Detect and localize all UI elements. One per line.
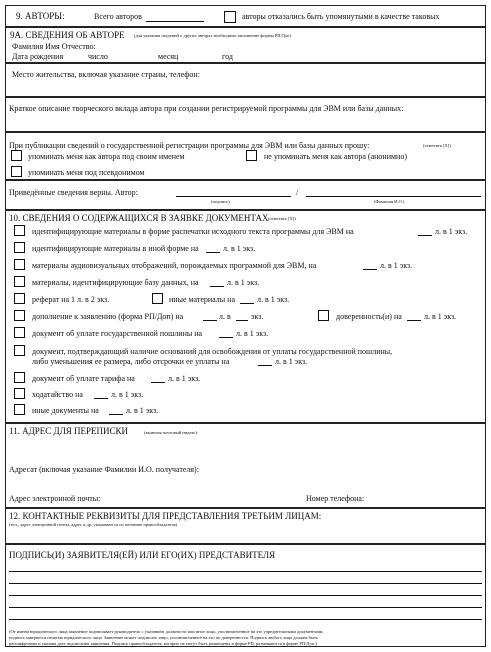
fee-exemption-suffix: л. в 1 экз. — [275, 357, 308, 366]
signature-line-1[interactable] — [9, 571, 482, 572]
author-verification-row — [5, 180, 486, 210]
essay-checkbox[interactable] — [14, 293, 25, 304]
other-materials-pages[interactable] — [240, 303, 254, 304]
residence-row — [5, 63, 486, 97]
birth-month-label: месяц — [158, 52, 179, 61]
petition-pages[interactable] — [94, 398, 108, 399]
pseudonym-checkbox[interactable] — [11, 166, 22, 177]
section-9a-title: 9А. СВЕДЕНИЯ ОБ АВТОРЕ — [10, 30, 125, 40]
other-docs-suffix: л. в 1 экз. — [126, 406, 159, 415]
state-fee-label: документ об уплате государственной пошлины на — [32, 329, 203, 338]
publication-note: (отметить [X]) — [423, 143, 451, 148]
signature-line-4[interactable] — [9, 607, 482, 608]
other-docs-label: иные документы на — [32, 406, 99, 415]
own-name-label: упоминать меня как автора под своим именем — [28, 152, 185, 161]
other-docs-pages[interactable] — [109, 414, 123, 415]
signature-line-3[interactable] — [9, 595, 482, 596]
fee-exemption-pages[interactable] — [258, 365, 272, 366]
publication-label: При публикации сведений о государственной регистрации программы для ЭВМ или базы данных прошу: — [9, 141, 370, 150]
petition-label: ходатайство на — [32, 390, 83, 399]
section-11-title: 11. АДРЕС ДЛЯ ПЕРЕПИСКИ — [9, 426, 129, 436]
doc-other-form-checkbox[interactable] — [14, 242, 25, 253]
section-9a-note: (для указания сведений о других авторах необходимо заполнение формы РП/Доп) — [134, 33, 291, 38]
anonymous-label: не упоминать меня как автора (анонимно) — [264, 152, 407, 161]
total-authors-field[interactable] — [146, 21, 204, 22]
petition-suffix: л. в 1 экз. — [111, 390, 144, 399]
signature-slash: / — [296, 188, 299, 197]
other-materials-checkbox[interactable] — [152, 293, 163, 304]
full-name-label: Фамилия Имя Отчество: — [12, 42, 96, 51]
author-name-field[interactable] — [306, 196, 481, 197]
doc-source-text-suffix: л. в 1 экз. — [435, 227, 468, 236]
doc-other-form-pages[interactable] — [206, 252, 220, 253]
power-of-attorney-checkbox[interactable] — [318, 310, 329, 321]
birth-day-label: число — [88, 52, 108, 61]
doc-other-form-label: идентифицирующие материалы в иной форме на — [32, 244, 199, 253]
essay-label: реферат на 1 л. в 2 экз. — [32, 295, 110, 304]
addition-copies[interactable] — [236, 320, 248, 321]
signature-caption: (подпись) — [211, 199, 230, 204]
doc-audiovisual-checkbox[interactable] — [14, 259, 25, 270]
section-10-title: 10. СВЕДЕНИЯ О СОДЕРЖАЩИХСЯ В ЗАЯВКЕ ДОКУМЕНТАХ — [9, 213, 269, 223]
contribution-row — [5, 97, 486, 132]
tariff-suffix: л. в 1 экз. — [168, 374, 201, 383]
section-10-documents — [5, 210, 486, 423]
addressee-label: Адресат (включая указание Фамилии И.О. получателя): — [9, 465, 199, 474]
own-name-checkbox[interactable] — [11, 150, 22, 161]
state-fee-pages[interactable] — [219, 337, 233, 338]
doc-database-checkbox[interactable] — [14, 276, 25, 287]
doc-audiovisual-label: материалы аудиовизуальных отображений, порождаемых программой для ЭВМ, на — [32, 261, 317, 270]
anonymous-checkbox[interactable] — [246, 150, 257, 161]
doc-database-label: материалы, идентифицирующие базу данных, на — [32, 278, 199, 287]
doc-source-text-pages[interactable] — [418, 235, 432, 236]
signature-line-5[interactable] — [9, 619, 482, 620]
doc-audiovisual-suffix: л. в 1 экз. — [380, 261, 413, 270]
other-materials-label: иные материалы на — [169, 295, 235, 304]
footer-note-line-1: (От имени юридического лица заявление подписывает руководитель с указанием должности или иное лицо, уполномоченное на это учредительными документами, — [9, 629, 324, 634]
addition-checkbox[interactable] — [14, 310, 25, 321]
tariff-pages[interactable] — [151, 382, 165, 383]
section-11-note: (включая почтовый индекс): — [144, 430, 199, 435]
phone-label: Номер телефона: — [306, 494, 365, 503]
doc-source-text-checkbox[interactable] — [14, 225, 25, 236]
section-9-authors — [5, 5, 486, 27]
author-signature-field[interactable] — [176, 196, 291, 197]
petition-checkbox[interactable] — [14, 388, 25, 399]
application-form-page — [5, 5, 486, 647]
authors-declined-checkbox[interactable] — [224, 11, 236, 23]
contribution-label: Краткое описание творческого вклада автора при создании регистрируемой программы для ЭВМ или базы данных: — [9, 104, 404, 113]
signature-title: ПОДПИСЬ(И) ЗАЯВИТЕЛЯ(ЕЙ) ИЛИ ЕГО(ИХ) ПРЕДСТАВИТЕЛЯ — [9, 550, 276, 560]
doc-other-form-suffix: л. в 1 экз. — [223, 244, 256, 253]
section-12-contacts — [5, 508, 486, 544]
birth-date-label: Дата рождения — [12, 52, 64, 61]
other-docs-checkbox[interactable] — [14, 404, 25, 415]
tariff-label: документ об уплате тарифа на — [32, 374, 135, 383]
power-of-attorney-pages[interactable] — [407, 320, 421, 321]
state-fee-checkbox[interactable] — [14, 327, 25, 338]
power-of-attorney-suffix: л. в 1 экз. — [424, 312, 457, 321]
section-12-title: 12. КОНТАКТНЫЕ РЕКВИЗИТЫ ДЛЯ ПРЕДСТАВЛЕНИЯ ТРЕТЬИМ ЛИЦАМ: — [9, 511, 322, 521]
section-9-title: 9. АВТОРЫ: — [16, 11, 65, 21]
section-9a-author-info — [5, 27, 486, 63]
verified-label: Приведённые сведения верны. Автор: — [9, 188, 138, 197]
doc-database-suffix: л. в 1 экз. — [227, 278, 260, 287]
birth-year-label: год — [222, 52, 233, 61]
authors-declined-label: авторы отказались быть упомянутыми в качестве таковых — [242, 12, 440, 21]
other-materials-suffix: л. в 1 экз. — [257, 295, 290, 304]
tariff-checkbox[interactable] — [14, 372, 25, 383]
footer-note-line-2: подпись заверяется печатью юридического лица. Заявление может подписать лицо, уполномоченное на это по доверенности. Подпись любого лица должна быть — [9, 635, 318, 640]
fee-exemption-line-1: документ, подтверждающий наличие оснований для освобождения от уплаты государственной пошлины, — [32, 347, 393, 356]
doc-audiovisual-pages[interactable] — [363, 269, 377, 270]
state-fee-suffix: л. в 1 экз. — [236, 329, 269, 338]
power-of-attorney-label: доверенность(и) на — [336, 312, 402, 321]
addition-label: дополнение к заявлению (форма РП/Доп) на — [32, 312, 184, 321]
section-12-note: (тел., адрес электронной почты, адрес и др. указываются по желанию правообладателя) — [9, 522, 178, 527]
doc-source-text-label: идентифицирующие материалы в форме распечатки исходного текста программы для ЭВМ на — [32, 227, 354, 236]
name-caption: (Фамилия И.О.) — [374, 199, 405, 204]
addition-suffix-2: экз. — [251, 312, 264, 321]
pseudonym-label: упоминать меня под псевдонимом — [28, 168, 145, 177]
doc-database-pages[interactable] — [210, 286, 224, 287]
email-label: Адрес электронной почты: — [9, 494, 101, 503]
total-authors-label: Всего авторов — [94, 12, 142, 21]
addition-pages[interactable] — [203, 320, 217, 321]
fee-exemption-checkbox[interactable] — [14, 345, 25, 356]
footer-note-line-3: расшифрована и указана дата подписания заявления. Подпись правообладателя, которые не могут быть размещены в форме РП, размещаются в форме РП/Доп.) — [9, 641, 317, 646]
publication-preference-row — [5, 132, 486, 180]
section-11-address — [5, 423, 486, 508]
residence-label: Место жительства, включая указание страны, телефон: — [12, 70, 200, 79]
signature-section — [5, 544, 486, 647]
signature-line-2[interactable] — [9, 583, 482, 584]
section-10-note: (отметить [X]) — [268, 216, 296, 221]
fee-exemption-line-2: либо уменьшения ее размера, либо отсрочки ее уплаты на — [32, 357, 230, 366]
addition-suffix: л. в — [219, 312, 231, 321]
